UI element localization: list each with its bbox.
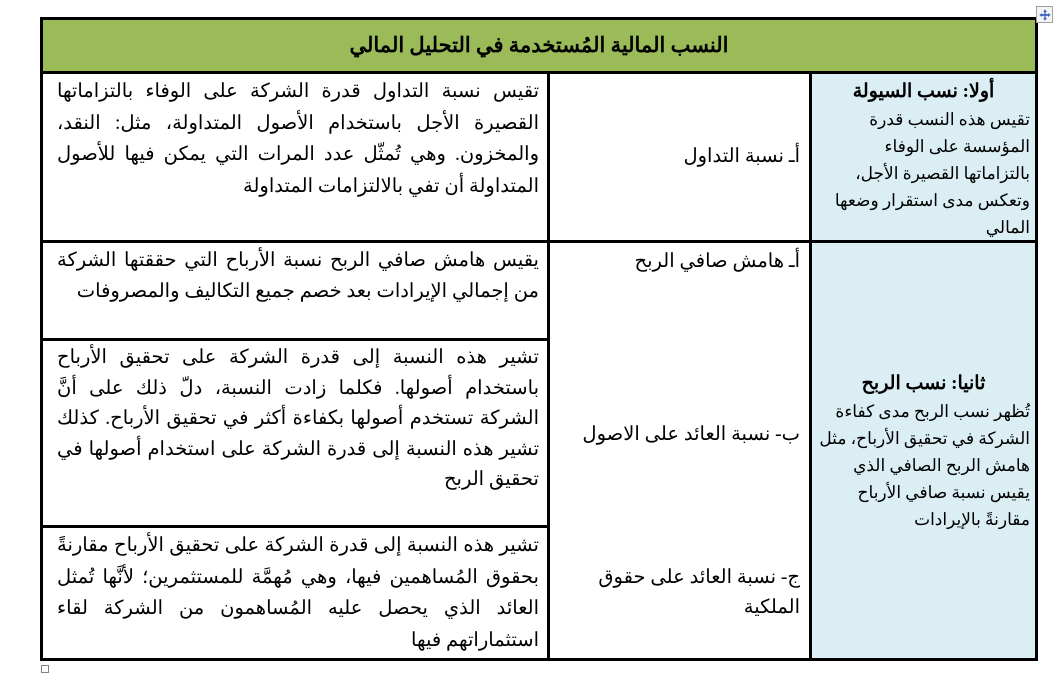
- ratio-label-return-on-assets: ب- نسبة العائد على الاصول: [582, 423, 800, 445]
- desc-cell-current-ratio[interactable]: [43, 74, 547, 243]
- ratio-cell-current-ratio[interactable]: [547, 74, 809, 243]
- table-resize-handle[interactable]: [41, 665, 49, 673]
- desc-text-return-on-equity: تشير هذه النسبة إلى قدرة الشركة على تحقيق الأرباح مقارنةً بحقوق المُساهمين فيها، وهي مُهمَّة للمستثمرين؛ لأنَّها تُمثل العائد الذي يحصل عليه المُساهمون من الشركة لقاء استثماراتهم فيها: [57, 535, 539, 651]
- desc-cell-net-profit-margin[interactable]: [43, 243, 547, 341]
- category-desc-profit: تُظهر نسب الربح مدى كفاءة الشركة في تحقيق الأرباح، مثل هامش الربح الصافي الذي يقيس نسبة صافي الأرباح مقارنةً بالإيرادات: [819, 401, 1030, 529]
- table-title: النسب المالية المُستخدمة في التحليل المالي: [349, 33, 729, 57]
- desc-text-net-profit-margin: يقيس هامش صافي الربح نسبة الأرباح التي حققتها الشركة من إجمالي الإيرادات بعد خصم جميع التكاليف والمصروفات: [57, 250, 539, 302]
- financial-ratios-table: [40, 17, 1038, 661]
- desc-text-current-ratio: تقيس نسبة التداول قدرة الشركة على الوفاء بالتزاماتها القصيرة الأجل باستخدام الأصول المتداولة، مثل: النقد، والمخزون. وهي تُمثّل عدد المرات التي يمكن فيها للأصول المتداولة أن تفي بالالتزامات المتداولة: [57, 81, 539, 197]
- category-title-liquidity: أولا: نسب السيولة: [852, 81, 995, 102]
- category-cell-liquidity[interactable]: [809, 74, 1035, 243]
- category-cell-profit[interactable]: [809, 243, 1035, 658]
- move-arrows-icon: [1039, 9, 1051, 21]
- ratio-label-current-ratio: أـ نسبة التداول: [683, 146, 800, 167]
- category-title-profit: ثانيا: نسب الربح: [861, 372, 986, 394]
- category-desc-liquidity: تقيس هذه النسب قدرة المؤسسة على الوفاء بالتزاماتها القصيرة الأجل، وتعكس مدى استقرار وضعها المالي: [834, 110, 1030, 237]
- desc-cell-return-on-assets[interactable]: [43, 341, 547, 528]
- table-title-cell[interactable]: [43, 20, 1035, 74]
- ratio-label-return-on-equity: ج- نسبة العائد على حقوق الملكية: [598, 567, 800, 618]
- desc-cell-return-on-equity[interactable]: [43, 528, 547, 658]
- desc-text-return-on-assets: تشير هذه النسبة إلى قدرة الشركة على تحقيق الأرباح باستخدام أصولها. فكلما زادت النسبة، دلّ ذلك على أنَّ الشركة تستخدم أصولها بكفاءة أكثر في تحقيق الأرباح. كذلك تشير هذه النسبة إلى قدرة الشركة على استخدام أصولها في تحقيق الربح: [57, 347, 539, 490]
- ratio-cell-return-on-assets[interactable]: [547, 341, 809, 528]
- ratio-cell-net-profit-margin[interactable]: [547, 243, 809, 341]
- table-move-handle[interactable]: [1036, 6, 1053, 23]
- ratio-label-net-profit-margin: أـ هامش صافي الربح: [634, 251, 800, 272]
- ratio-cell-return-on-equity[interactable]: [547, 528, 809, 658]
